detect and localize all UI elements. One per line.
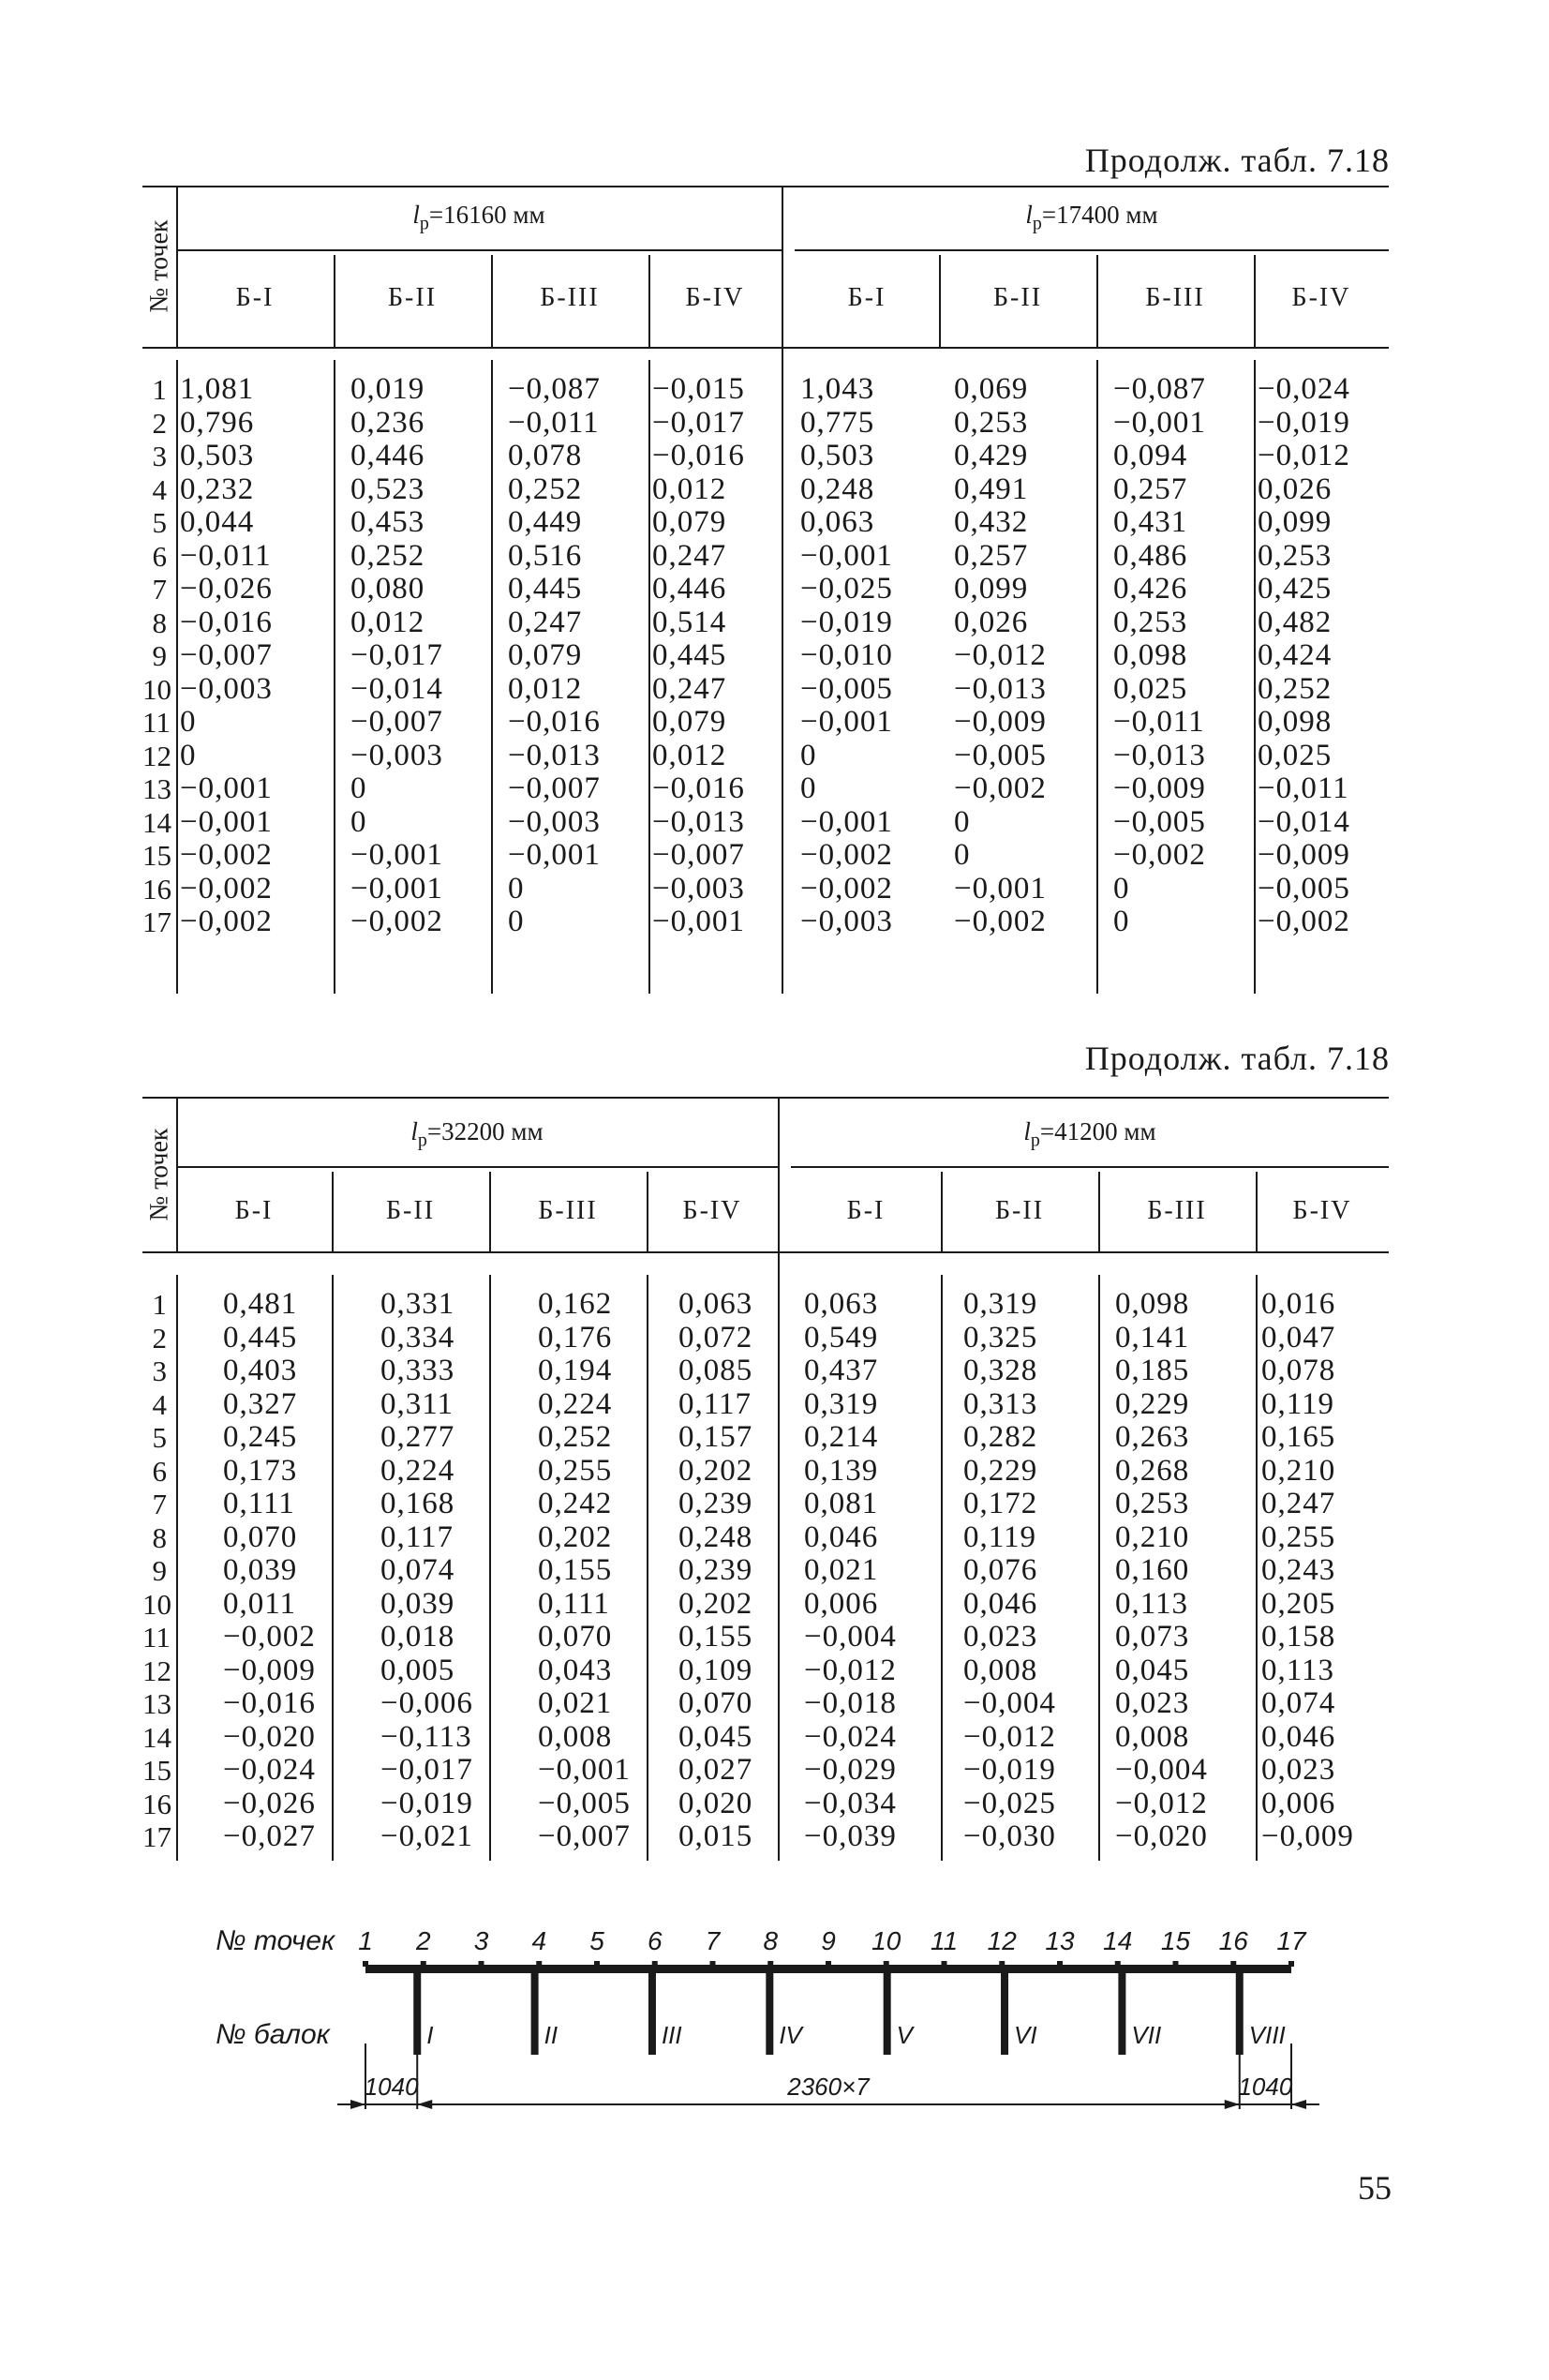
point-number: 2 [415,1926,431,1955]
points-label: № точек [216,1925,335,1956]
beam-web [648,1968,656,2055]
point-tick [767,1961,773,1967]
column-header: Б-II [387,283,438,312]
row-header: № точек [144,219,174,313]
table-rule [176,249,782,251]
point-tick [1115,1961,1121,1967]
point-tick [1057,1961,1063,1967]
column-header: Б-III [1147,1196,1207,1225]
point-tick [1173,1961,1179,1967]
table-rule [142,347,1389,349]
table-column: 1,043 0,775 0,503 0,248 0,063 −0,001 −0,025 −0,019 −0,010 −0,005 −0,001 0 0 −0,001 −0,002 −0,002 −0,003 [800,372,893,938]
point-number: 6 [647,1926,663,1955]
table-column: 0,098 0,141 0,185 0,229 0,263 0,268 0,253 0,210 0,160 0,113 0,073 0,045 0,023 0,008 −0,004 −0,012 −0,020 [1115,1287,1208,1853]
column-header: Б-IV [1292,1196,1352,1225]
row-header: № точек [144,1128,174,1220]
beam-web [413,1968,421,2055]
point-number: 9 [821,1926,836,1955]
point-tick [884,1961,889,1967]
column-header: Б-III [1145,283,1205,312]
column-header: Б-II [994,1196,1045,1225]
point-tick [826,1961,831,1967]
column-header: Б-I [846,1196,886,1225]
beam-web [1118,1968,1125,2055]
table-rule [489,1275,491,1861]
point-tick [942,1961,947,1967]
point-number: 12 [987,1926,1017,1955]
beam-web [884,1968,891,2055]
table-rule [795,249,1389,251]
table-rule [334,360,335,994]
dimension-left: 1040 [364,2073,419,2101]
beam-layout-svg [187,1912,1368,2128]
point-number: 14 [1103,1926,1133,1955]
point-number: 16 [1218,1926,1248,1955]
data-table [142,186,1389,994]
dimension-middle: 2360×7 [787,2073,870,2101]
table-column: 0,016 0,047 0,078 0,119 0,165 0,210 0,247 0,255 0,243 0,205 0,158 0,113 0,074 0,046 0,023 0,006 −0,009 [1261,1287,1354,1853]
column-header: Б-I [847,283,886,312]
table-rule [176,360,178,994]
dimension-arrow [350,2100,365,2109]
table-rule [1098,1275,1100,1861]
beams-label: № балок [216,2019,330,2050]
table-rule [648,360,650,994]
table-rule [782,186,783,994]
dimension-right: 1040 [1238,2073,1293,2101]
point-tick [363,1961,368,1967]
table-column: −0,024 −0,019 −0,012 0,026 0,099 0,253 0,425 0,482 0,424 0,252 0,098 0,025 −0,011 −0,014 −0,009 −0,005 −0,002 [1258,372,1350,938]
column-header: Б-III [538,1196,598,1225]
beam-layout-diagram [187,1912,1368,2128]
table-rule [1096,360,1098,994]
table-rule [941,1275,943,1861]
point-tick [710,1961,716,1967]
point-tick [594,1961,600,1967]
page-number: 55 [1358,2169,1392,2207]
row-numbers: 1 2 3 4 5 6 7 8 9 10 11 12 13 14 15 16 17 [142,373,171,938]
column-header: Б-IV [685,283,745,312]
table-column: 0,069 0,253 0,429 0,491 0,432 0,257 0,099 0,026 −0,012 −0,013 −0,009 −0,005 −0,002 0 0 −0,001 −0,002 [954,372,1047,938]
point-number: 13 [1045,1926,1075,1955]
column-header: Б-I [235,283,275,312]
group-header: $l_р=32200$ мм [410,1117,544,1151]
column-header: Б-III [540,283,600,312]
dimension-arrow [1225,2100,1240,2109]
table-caption: Продолж. табл. 7.18 [1084,1040,1390,1077]
column-header: Б-IV [1291,283,1351,312]
point-number: 15 [1160,1926,1191,1955]
table-rule [791,1166,1389,1168]
column-header: Б-I [234,1196,274,1225]
table-column: 0,481 0,445 0,403 0,327 0,245 0,173 0,111 0,070 0,039 0,011 −0,002 −0,009 −0,016 −0,020 −0,024 −0,026 −0,027 [223,1287,316,1853]
table-rule [176,1166,778,1168]
beam-number: V [896,2021,914,2049]
point-number: 8 [763,1926,779,1955]
table-column: −0,087 −0,011 0,078 0,252 0,449 0,516 0,445 0,247 0,079 0,012 −0,016 −0,013 −0,007 −0,003 −0,001 0 0 [508,372,601,938]
point-tick [479,1961,484,1967]
point-tick [1288,1961,1294,1967]
point-number: 11 [930,1926,959,1955]
table-column: 0,162 0,176 0,194 0,224 0,252 0,255 0,242 0,202 0,155 0,111 0,070 0,043 0,021 0,008 −0,001 −0,005 −0,007 [538,1287,631,1853]
beam-number: II [544,2021,559,2049]
beam-number: VI [1014,2021,1037,2049]
point-tick [1230,1961,1236,1967]
beam-web [1236,1968,1244,2055]
table-column: 0,331 0,334 0,333 0,311 0,277 0,224 0,168 0,117 0,074 0,039 0,018 0,005 −0,006 −0,113 −0,017 −0,019 −0,021 [380,1287,473,1853]
table-rule [142,1251,1389,1253]
point-number: 4 [531,1926,547,1955]
group-header: $l_р=17400$ мм [1025,201,1158,234]
table-rule [1256,1275,1258,1861]
beam-web [531,1968,539,2055]
table-rule [491,360,493,994]
point-number: 5 [589,1926,604,1955]
table-rule [176,1275,178,1861]
table-column: 1,081 0,796 0,503 0,232 0,044 −0,011 −0,026 −0,016 −0,007 −0,003 0 0 −0,001 −0,001 −0,002 −0,002 −0,002 [180,372,273,938]
point-tick [421,1961,426,1967]
dimension-arrow [417,2100,432,2109]
column-header: Б-IV [682,1196,742,1225]
table-rule [647,1275,648,1861]
point-tick [536,1961,542,1967]
column-header: Б-II [385,1196,436,1225]
table-rule [142,1097,1389,1099]
point-tick [652,1961,658,1967]
beam-number: IV [779,2021,802,2049]
table-rule [332,1275,334,1861]
point-number: 17 [1276,1926,1306,1955]
table-column: −0,087 −0,001 0,094 0,257 0,431 0,486 0,426 0,253 0,098 0,025 −0,011 −0,013 −0,009 −0,005 −0,002 0 0 [1113,372,1206,938]
beam-number: VIII [1248,2021,1286,2049]
data-table [142,1097,1389,1861]
column-header: Б-II [992,283,1043,312]
table-column: 0,063 0,549 0,437 0,319 0,214 0,139 0,081 0,046 0,021 0,006 −0,004 −0,012 −0,018 −0,024 −0,029 −0,034 −0,039 [804,1287,897,1853]
beam-number: III [661,2021,682,2049]
table-rule [142,186,1389,187]
beam-web [1001,1968,1008,2055]
table-rule [1254,360,1256,994]
table-column: 0,019 0,236 0,446 0,523 0,453 0,252 0,080 0,012 −0,017 −0,014 −0,007 −0,003 0 0 −0,001 −0,001 −0,002 [350,372,443,938]
group-header: $l_р=16160$ мм [412,201,545,234]
beam-web [766,1968,773,2055]
point-tick [999,1961,1005,1967]
table-column: 0,319 0,325 0,328 0,313 0,282 0,229 0,172 0,119 0,076 0,046 0,023 0,008 −0,004 −0,012 −0,019 −0,025 −0,030 [963,1287,1056,1853]
table-column: −0,015 −0,017 −0,016 0,012 0,079 0,247 0,446 0,514 0,445 0,247 0,079 0,012 −0,016 −0,013 −0,007 −0,003 −0,001 [652,372,745,938]
point-number: 1 [358,1926,373,1955]
table-rule [778,1097,780,1861]
beam-number: VII [1131,2021,1162,2049]
dimension-arrow [1291,2100,1306,2109]
table-column: 0,063 0,072 0,085 0,117 0,157 0,202 0,239 0,248 0,239 0,202 0,155 0,109 0,070 0,045 0,027 0,020 0,015 [678,1287,753,1853]
point-number: 7 [705,1926,721,1955]
row-numbers: 1 2 3 4 5 6 7 8 9 10 11 12 13 14 15 16 17 [142,1288,171,1853]
group-header: $l_р=41200$ мм [1023,1117,1156,1151]
point-number: 3 [473,1926,489,1955]
beam-number: I [426,2021,434,2049]
point-number: 10 [871,1926,901,1955]
table-caption: Продолж. табл. 7.18 [1084,142,1390,179]
